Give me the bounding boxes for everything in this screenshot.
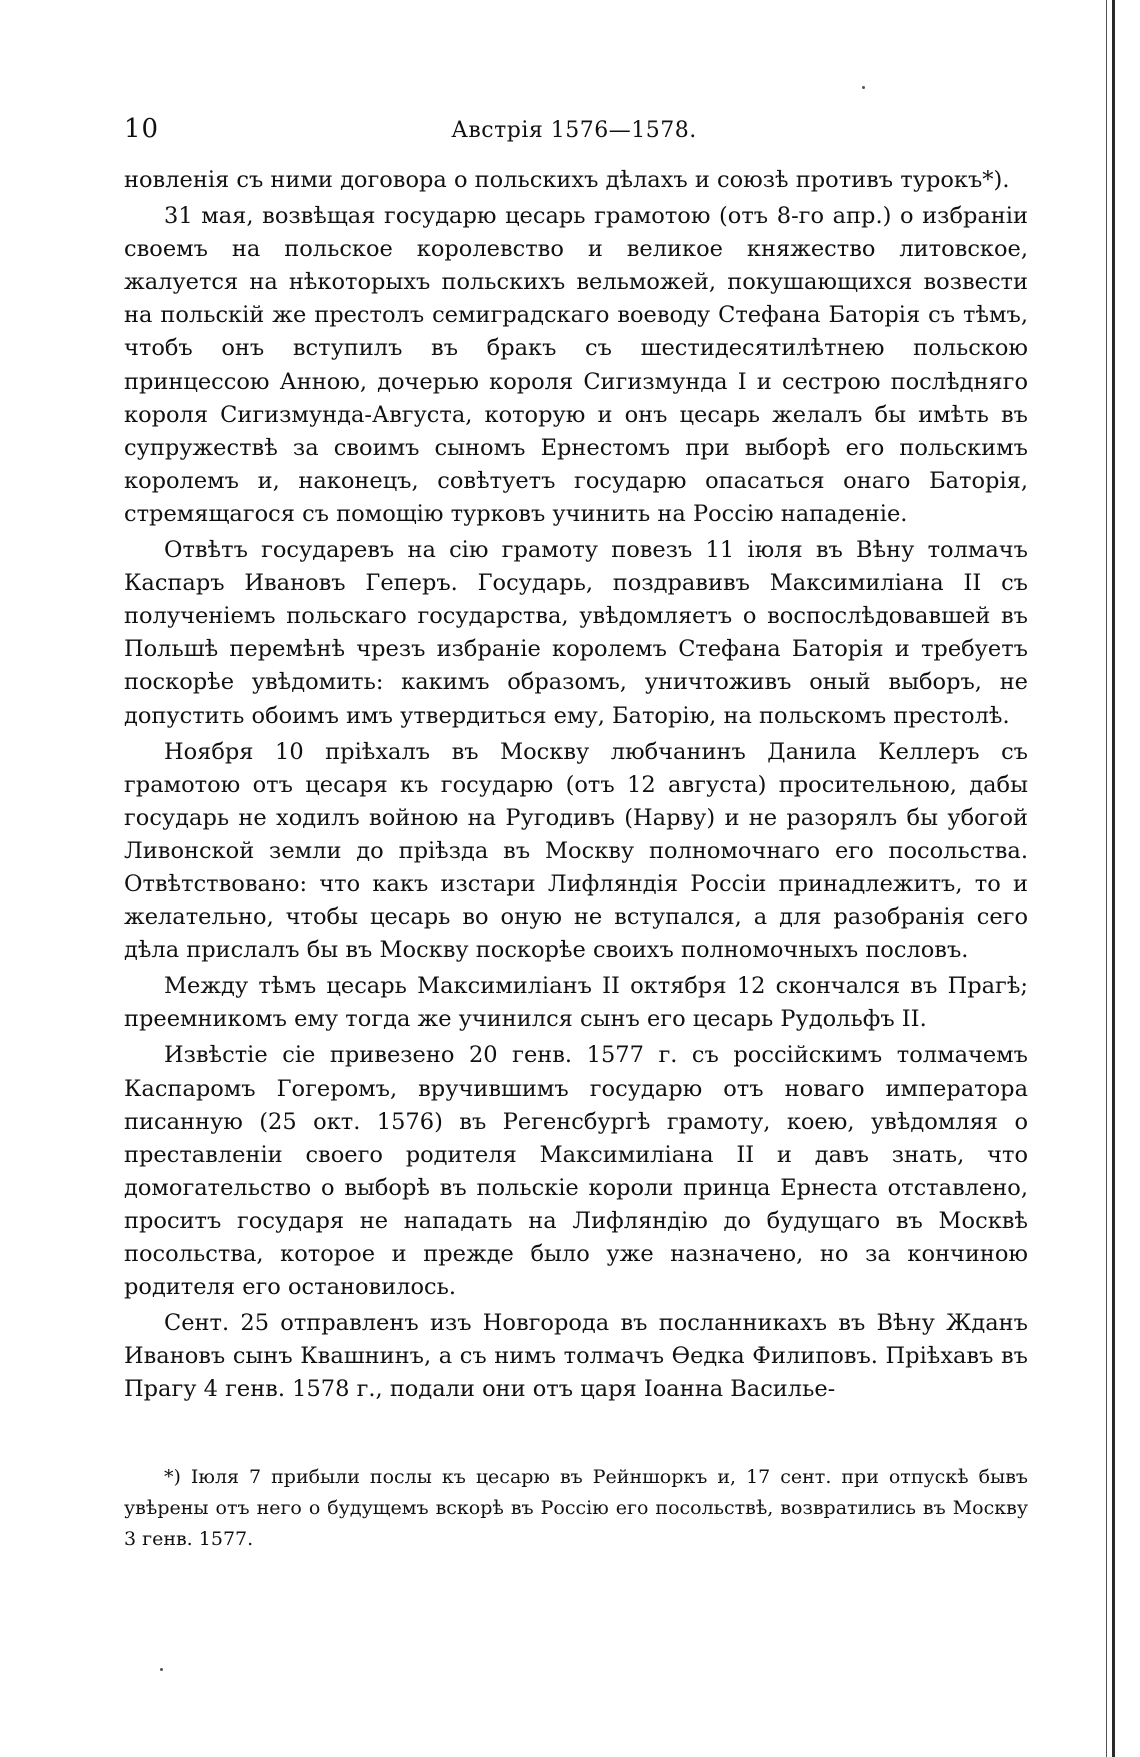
paragraph-tsar-reply: Отвѣтъ государевъ на сію грамоту повезъ 11 іюля въ Вѣну толмачъ Каспаръ Ивановъ Геперъ. Государь, поздравивъ Максимиліана II съ полученіемъ польскаго государства, увѣдомляетъ о воспослѣдовавшей въ Польшѣ перемѣнѣ чрезъ избраніе королемъ Стефана Баторія и требуетъ поскорѣе увѣдомить: какимъ образомъ, уничтоживъ оный выборъ, не допустить обоимъ имъ утвердиться ему, Баторію, на польскомъ престолѣ. xyxy=(124,537,1028,729)
scan-speck xyxy=(862,86,865,89)
running-title: Австрія 1576—1578. xyxy=(451,118,697,143)
scan-speck xyxy=(160,1668,163,1671)
paragraph-november-10: Ноября 10 пріѣхалъ въ Москву любчанинъ Данила Келлеръ съ грамотою отъ цесаря къ государю (отъ 12 августа) просительною, дабы государь не ходилъ войною на Ругодивъ (Нарву) и не разорялъ бы убогой Ливонской земли до пріѣзда въ Москву полномочнаго его посольства. Отвѣтствовано: что какъ изстари Лифляндія Россіи принадлежитъ, то и желательно, чтобы цесарь во оную не вступался, а для разобранія сего дѣла прислалъ бы въ Москву поскорѣе своихъ полномочныхъ пословъ. xyxy=(124,738,1028,964)
page-number: 10 xyxy=(124,114,160,144)
page-header xyxy=(124,114,1024,154)
paragraph-maximilian-death: Между тѣмъ цесарь Максимиліанъ II октября 12 скончался въ Прагѣ; преемникомъ ему тогда же учинился сынъ его цесарь Рудольфъ II. xyxy=(124,973,1028,1033)
page-edge-line xyxy=(1112,0,1115,1757)
paragraph-continuation: новленія съ ними договора о польскихъ дѣлахъ и союзѣ противъ турокъ*). xyxy=(124,167,1010,193)
paragraph-may-31: 31 мая, возвѣщая государю цесарь грамотою (отъ 8-го апр.) о избраніи своемъ на польское королевство и великое княжество литовское, жалуется на нѣкоторыхъ польскихъ вельможей, покушающихся возвести на польскій же престолъ семиградскаго воеводу Стефана Баторія съ тѣмъ, чтобъ онъ вступилъ въ бракъ съ шестидесятилѣтнею польскою принцессою Анною, дочерью короля Сигизмунда I и сестрою послѣдняго короля Сигизмунда-Августа, которую и онъ цесарь желалъ бы имѣть въ супружествѣ за своимъ сыномъ Ернестомъ при выборѣ его польскимъ королемъ и, наконецъ, совѣтуетъ государю опасаться онаго Баторія, стремящагося съ помощію турковъ учинить на Россію нападеніе. xyxy=(124,203,1028,527)
footnote: *) Іюля 7 прибыли послы къ цесарю въ Рейншоркъ и, 17 сент. при отпускѣ бывъ увѣрены отъ него о будущемъ вскорѣ въ Россію его посольствѣ, возвратились въ Москву 3 генв. 1577. xyxy=(124,1466,1028,1550)
paragraph-news-1577: Извѣстіе сіе привезено 20 генв. 1577 г. съ россійскимъ толмачемъ Каспаромъ Гогеромъ, вручившимъ государю отъ новаго императора писанную (25 окт. 1576) въ Регенсбургѣ грамоту, коею, увѣдомляя о преставленіи своего родителя Максимиліана II и давъ знать, что домогательство о выборѣ въ польскіе короли принца Ернеста отставлено, проситъ государя не нападать на Лифляндію до будущаго въ Москвѣ посольства, которое и прежде было уже назначено, но за кончиною родителя его остановилось. xyxy=(124,1042,1028,1301)
page-edge-shadow xyxy=(1106,0,1107,1757)
body-text xyxy=(124,164,1028,1406)
paragraph-september-25: Сент. 25 отправленъ изъ Новгорода въ посланникахъ въ Вѣну Жданъ Ивановъ сынъ Квашнинъ, а съ нимъ толмачъ Ѳедка Филиповъ. Пріѣхавъ въ Прагу 4 генв. 1578 г., подали они отъ царя Іоанна Василье- xyxy=(124,1310,1028,1403)
